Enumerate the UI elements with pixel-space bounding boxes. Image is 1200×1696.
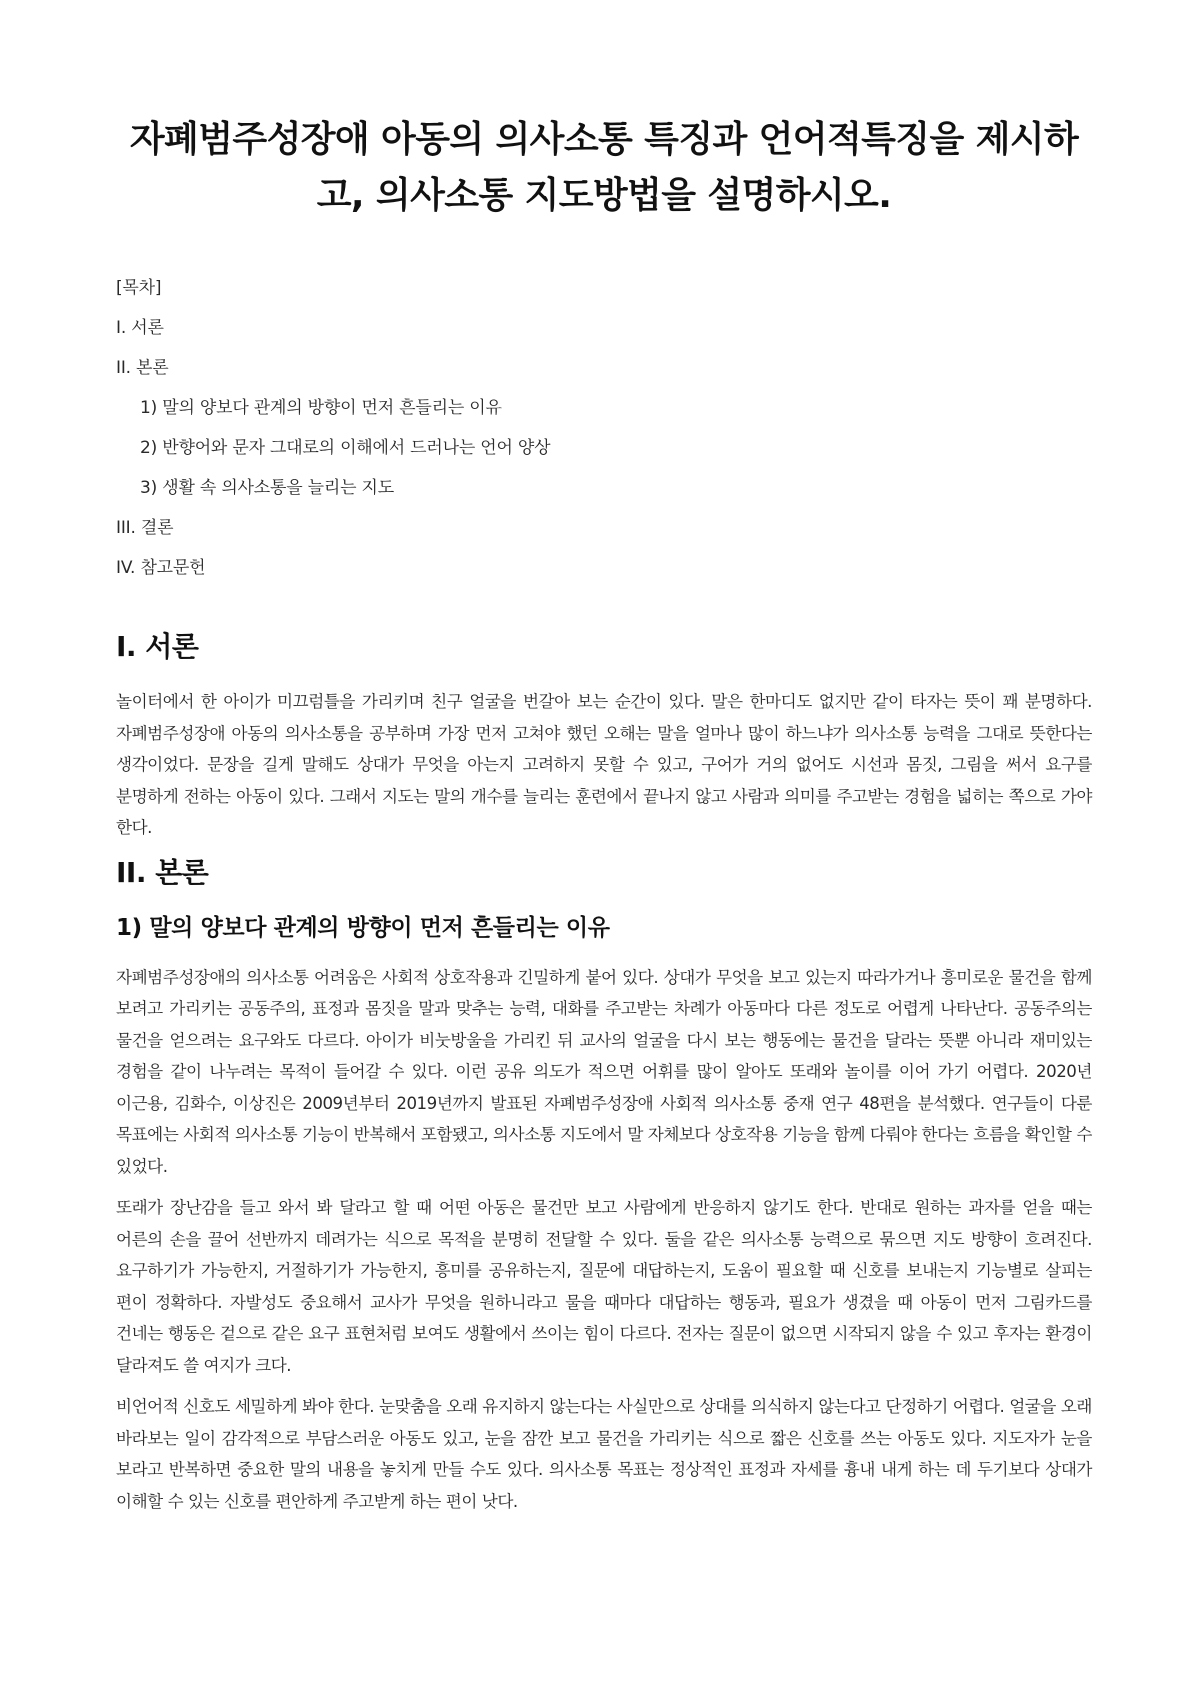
- document-title: 자폐범주성장애 아동의 의사소통 특징과 언어적특징을 제시하고, 의사소통 지도방법을 설명하시오.: [129, 119, 1079, 216]
- toc-item: IV. 참고문헌: [116, 558, 206, 578]
- toc-item: I. 서론: [116, 318, 164, 338]
- body-paragraph: 자폐범주성장애의 의사소통 어려움은 사회적 상호작용과 긴밀하게 붙어 있다. 상대가 무엇을 보고 있는지 따라가거나 흥미로운 물건을 함께 보려고 가리키는 공동주의, 표정과 몸짓을 말과 맞추는 능력, 대화를 주고받는 차례가 아동마다 다른 정도로 어렵게 나타난다. 공동주의는 물건을 얻으려는 요구와도 다르다. 아이가 비눗방울을 가리킨 뒤 교사의 얼굴을 다시 보는 행동에는 물건을 달라는 뜻뿐 아니라 재미있는 경험을 같이 나누려는 목적이 들어갈 수 있다. 이런 공유 의도가 적으면 어휘를 많이 알아도 또래와 놀이를 이어 가기 어렵다. 2020년 이근용, 김화수, 이상진은 2009년부터 2019년까지 발표된 자폐범주성장애 사회적 의사소통 중재 연구 48편을 분석했다. 연구들이 다룬 목표에는 사회적 의사소통 기능이 반복해서 포함됐고, 의사소통 지도에서 말 자체보다 상호작용 기능을 함께 다뤄야 한다는 흐름을 확인할 수 있었다.: [116, 967, 1092, 1176]
- toc-subitem: 3) 생활 속 의사소통을 늘리는 지도: [140, 478, 394, 498]
- toc-item: II. 본론: [116, 358, 169, 378]
- body-heading: II. 본론: [116, 855, 209, 889]
- toc-subitem: 2) 반향어와 문자 그대로의 이해에서 드러나는 언어 양상: [140, 438, 551, 458]
- toc-heading: [목차]: [116, 278, 162, 298]
- subsection-heading: 1) 말의 양보다 관계의 방향이 먼저 흔들리는 이유: [116, 914, 610, 941]
- toc-item: III. 결론: [116, 518, 174, 538]
- intro-heading: I. 서론: [116, 630, 199, 663]
- body-paragraph: 또래가 장난감을 들고 와서 봐 달라고 할 때 어떤 아동은 물건만 보고 사람에게 반응하지 않기도 한다. 반대로 원하는 과자를 얻을 때는 어른의 손을 끌어 선반까지 데려가는 식으로 목적을 분명히 전달할 수 있다. 둘을 같은 의사소통 능력으로 묶으면 지도 방향이 흐려진다. 요구하기가 가능한지, 거절하기가 가능한지, 흥미를 공유하는지, 질문에 대답하는지, 도움이 필요할 때 신호를 보내는지 기능별로 살피는 편이 정확하다. 자발성도 중요해서 교사가 무엇을 원하니라고 물을 때마다 대답하는 행동과, 필요가 생겼을 때 아동이 먼저 그림카드를 건네는 행동은 겉으로 같은 요구 표현처럼 보여도 생활에서 쓰이는 힘이 다르다. 전자는 질문이 없으면 시작되지 않을 수 있고 후자는 환경이 달라져도 쓸 여지가 크다.: [116, 1198, 1092, 1375]
- body-paragraph: 비언어적 신호도 세밀하게 봐야 한다. 눈맞춤을 오래 유지하지 않는다는 사실만으로 상대를 의식하지 않는다고 단정하기 어렵다. 얼굴을 오래 바라보는 일이 감각적으로 부담스러운 아동도 있고, 눈을 잠깐 보고 물건을 가리키는 식으로 짧은 신호를 쓰는 아동도 있다. 지도자가 눈을 보라고 반복하면 중요한 말의 내용을 놓치게 만들 수도 있다. 의사소통 목표는 정상적인 표정과 자세를 흉내 내게 하는 데 두기보다 상대가 이해할 수 있는 신호를 편안하게 주고받게 하는 편이 낫다.: [116, 1397, 1092, 1511]
- intro-paragraph: 놀이터에서 한 아이가 미끄럼틀을 가리키며 친구 얼굴을 번갈아 보는 순간이 있다. 말은 한마디도 없지만 같이 타자는 뜻이 꽤 분명하다. 자폐범주성장애 아동의 의사소통을 공부하며 가장 먼저 고쳐야 했던 오해는 말을 얼마나 많이 하느냐가 의사소통 능력을 그대로 뜻한다는 생각이었다. 문장을 길게 말해도 상대가 무엇을 아는지 고려하지 못할 수 있고, 구어가 거의 없어도 시선과 몸짓, 그림을 써서 요구를 분명하게 전하는 아동이 있다. 그래서 지도는 말의 개수를 늘리는 훈련에서 끝나지 않고 사람과 의미를 주고받는 경험을 넓히는 쪽으로 가야 한다.: [116, 692, 1092, 837]
- toc-subitem: 1) 말의 양보다 관계의 방향이 먼저 흔들리는 이유: [140, 398, 502, 418]
- table-of-contents: [116, 268, 1092, 588]
